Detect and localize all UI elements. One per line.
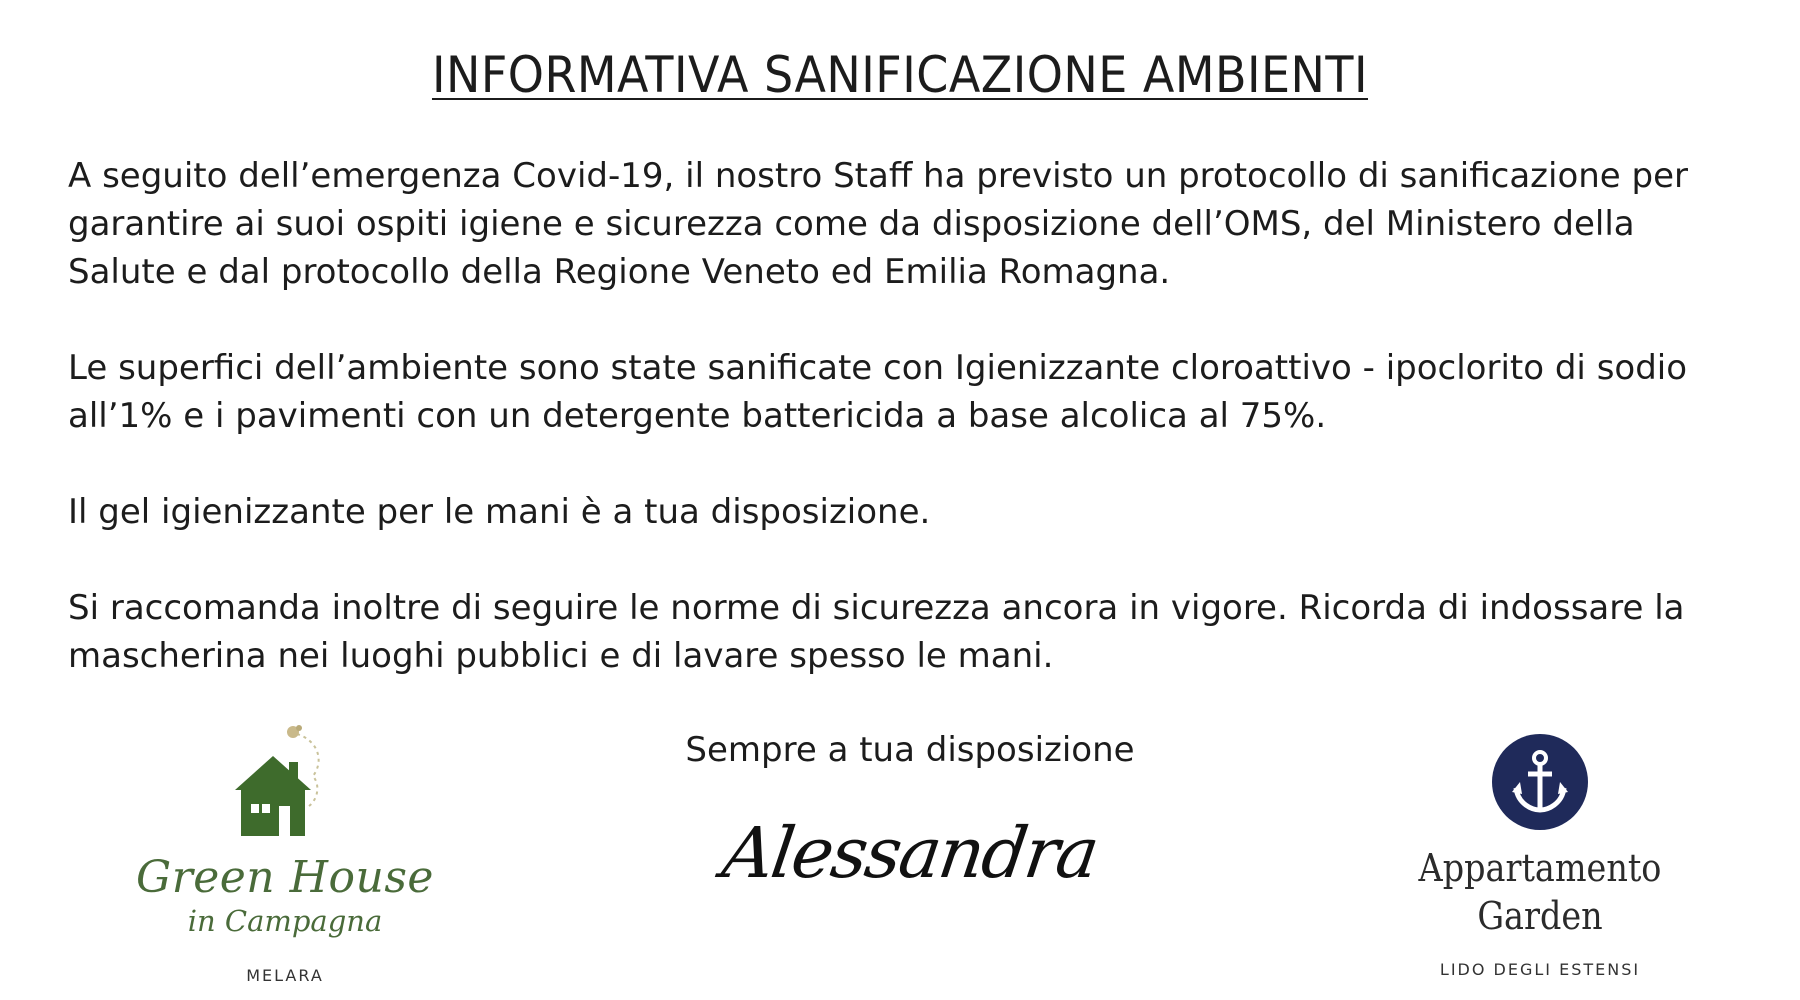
anchor-badge: [1492, 734, 1588, 830]
paragraph-covid-protocol: A seguito dell’emergenza Covid-19, il nostro Staff ha previsto un protocollo di sanificazione per garantire ai suoi ospiti igiene e sicurezza come da disposizione dell’OMS, del Ministero della Salute e dal protocollo della Regione Veneto ed Emilia Romagna.: [68, 156, 1689, 292]
appartamento-garden-place: LIDO DEGLI ESTENSI: [1439, 960, 1641, 979]
appartamento-garden-name-line1: Appartamento: [1418, 846, 1662, 890]
paragraph-surfaces: Le superfici dell’ambiente sono state sanificate con Igienizzante cloroattivo - ipoclorito di sodio all’1% e i pavimenti con un detergente battericida a base alcolica al 75%.: [68, 348, 1688, 436]
closing-line: Sempre a tua disposizione: [685, 730, 1135, 770]
appartamento-garden-logo: [1390, 720, 1690, 990]
house-icon: [225, 720, 345, 844]
page-title: INFORMATIVA SANIFICAZIONE AMBIENTI: [431, 46, 1369, 104]
paragraph-hand-gel: Il gel igienizzante per le mani è a tua disposizione.: [68, 492, 931, 532]
green-house-place: MELARA: [246, 966, 324, 985]
appartamento-garden-name-line2: Garden: [1477, 894, 1603, 938]
paragraph-safety-rules: Si raccomanda inoltre di seguire le norme di sicurezza ancora in vigore. Ricorda di indossare la mascherina nei luoghi pubblici e di lavare spesso le mani.: [68, 588, 1685, 676]
signature: Alessandra: [717, 812, 1103, 894]
green-house-name: Green House: [136, 852, 434, 903]
anchor-icon: [1510, 748, 1570, 816]
green-house-logo: [130, 720, 440, 990]
notice-body: [68, 152, 1748, 728]
green-house-subtitle: in Campagna: [187, 904, 383, 938]
appartamento-garden-name: [1408, 844, 1672, 940]
footer: [0, 720, 1800, 1000]
